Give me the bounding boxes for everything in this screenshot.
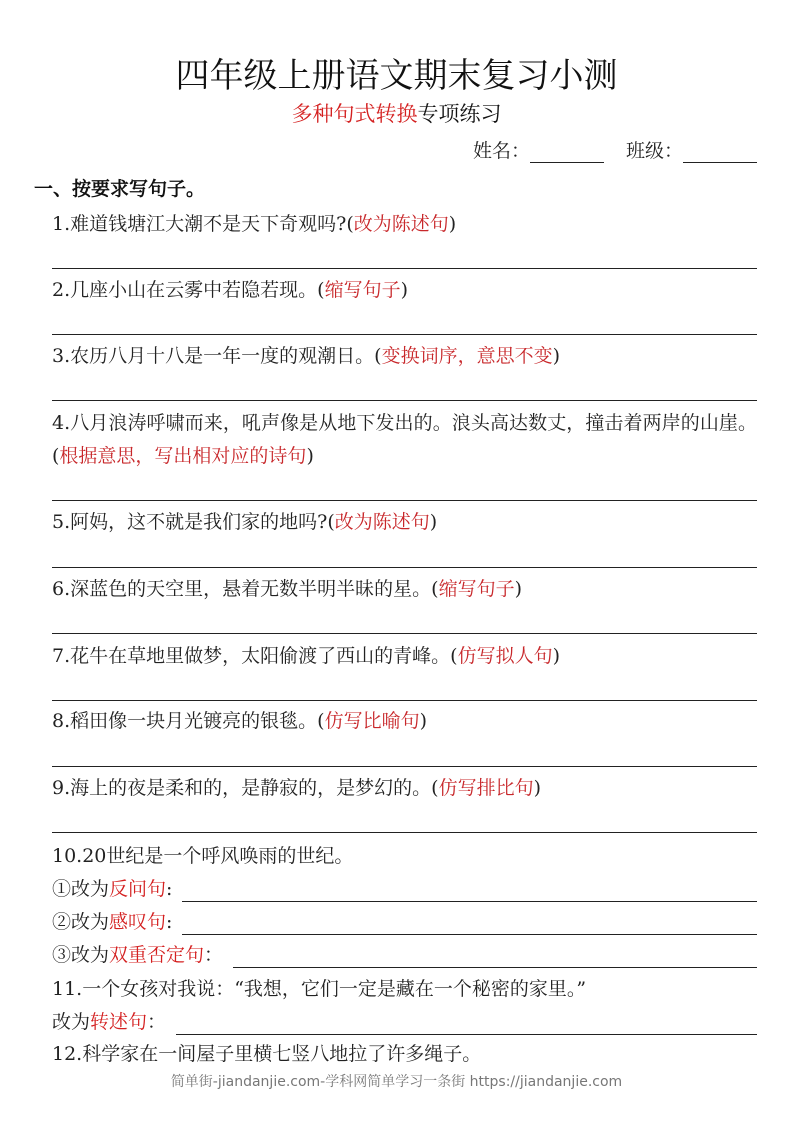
- q11-sub: [52, 1009, 757, 1035]
- sub-prefix: ①改为: [52, 878, 110, 900]
- sub-type: 感叹句: [109, 911, 167, 933]
- question-hint: ( 缩写句子 ): [317, 279, 408, 301]
- sub-prefix: ③改为: [52, 944, 110, 966]
- question-hint: ( 改为陈述句 ): [346, 213, 456, 235]
- answer-line-8[interactable]: [52, 766, 757, 767]
- q10-sub-2: [52, 909, 757, 935]
- question-text: 4.八月浪涛呼啸而来，吼声像是从地下发出的。浪头高达数丈，撞击着两岸的山崖。: [52, 412, 757, 434]
- question-hint: ( 改为陈述句 ): [327, 511, 437, 533]
- page-title: 四年级上册语文期末复习小测: [175, 56, 618, 96]
- question-hint: ( 变换词序，意思不变 ): [374, 345, 560, 367]
- question-7: [52, 640, 560, 673]
- answer-line-5[interactable]: [52, 567, 757, 568]
- question-hint: ( 根据意思，写出相对应的诗句 ): [52, 445, 314, 467]
- question-text: 6.深蓝色的天空里，悬着无数半明半昧的星。: [52, 578, 432, 600]
- question-5: [52, 506, 437, 539]
- question-11: 11.一个女孩对我说：“我想，它们一定是藏在一个秘密的家里。”: [52, 978, 587, 1000]
- question-text: 9.海上的夜是柔和的，是静寂的，是梦幻的。: [52, 777, 432, 799]
- section-heading: 一、按要求写句子。: [34, 178, 206, 200]
- sub-colon: ：: [147, 1011, 167, 1033]
- answer-line[interactable]: [182, 881, 757, 902]
- question-text: 7.花牛在草地里做梦，太阳偷渡了西山的青峰。: [52, 645, 451, 667]
- question-9: [52, 772, 541, 805]
- name-label: 姓名：: [472, 140, 530, 162]
- footer-watermark: 简单街-jiandanjie.com-学科网简单学习一条街 https://jiandanjie.com: [170, 1074, 623, 1090]
- question-text: 2.几座小山在云雾中若隐若现。: [52, 279, 318, 301]
- answer-line[interactable]: [176, 1014, 757, 1035]
- question-4: [52, 407, 757, 473]
- page-subtitle: [0, 98, 793, 128]
- question-text: 5.阿妈，这不就是我们家的地吗?: [52, 511, 328, 533]
- answer-line-3[interactable]: [52, 400, 757, 401]
- answer-line[interactable]: [182, 914, 757, 935]
- question-text: 1.难道钱塘江大潮不是天下奇观吗?: [52, 213, 347, 235]
- answer-line-6[interactable]: [52, 633, 757, 634]
- question-text: 8.稻田像一块月光镀亮的银毯。: [52, 710, 318, 732]
- answer-line-4[interactable]: [52, 500, 757, 501]
- subtitle-rest: 专项练习: [417, 102, 502, 126]
- question-hint: ( 仿写排比句 ): [431, 777, 541, 799]
- sub-colon: :: [166, 878, 173, 900]
- sub-prefix: ②改为: [52, 911, 110, 933]
- question-hint: ( 缩写句子 ): [431, 578, 522, 600]
- answer-line-9[interactable]: [52, 832, 757, 833]
- q10-sub-3: [52, 942, 757, 968]
- question-2: [52, 274, 408, 307]
- answer-line-7[interactable]: [52, 700, 757, 701]
- sub-type: 反问句: [109, 878, 167, 900]
- sub-colon: :: [166, 911, 173, 933]
- class-label: 班级：: [625, 140, 683, 162]
- sub-prefix: 改为: [52, 1011, 91, 1033]
- sub-type: 转述句: [90, 1011, 148, 1033]
- answer-line[interactable]: [233, 947, 757, 968]
- question-text: 3.农历八月十八是一年一度的观潮日。: [52, 345, 375, 367]
- sub-colon: ：: [204, 944, 224, 966]
- question-8: [52, 705, 427, 738]
- answer-line-1[interactable]: [52, 268, 757, 269]
- name-class-row: [473, 136, 757, 163]
- q10-sub-1: [52, 876, 757, 902]
- question-6: [52, 573, 522, 606]
- name-blank[interactable]: [530, 142, 604, 163]
- subtitle-highlight: 多种句式转换: [291, 102, 418, 126]
- question-hint: ( 仿写比喻句 ): [317, 710, 427, 732]
- answer-line-2[interactable]: [52, 334, 757, 335]
- question-hint: ( 仿写拟人句 ): [450, 645, 560, 667]
- question-1: [52, 208, 456, 241]
- class-blank[interactable]: [683, 142, 757, 163]
- question-3: [52, 340, 560, 373]
- question-10: 10.20世纪是一个呼风唤雨的世纪。: [52, 845, 354, 867]
- question-12: 12.科学家在一间屋子里横七竖八地拉了许多绳子。: [52, 1043, 482, 1065]
- sub-type: 双重否定句: [109, 944, 205, 966]
